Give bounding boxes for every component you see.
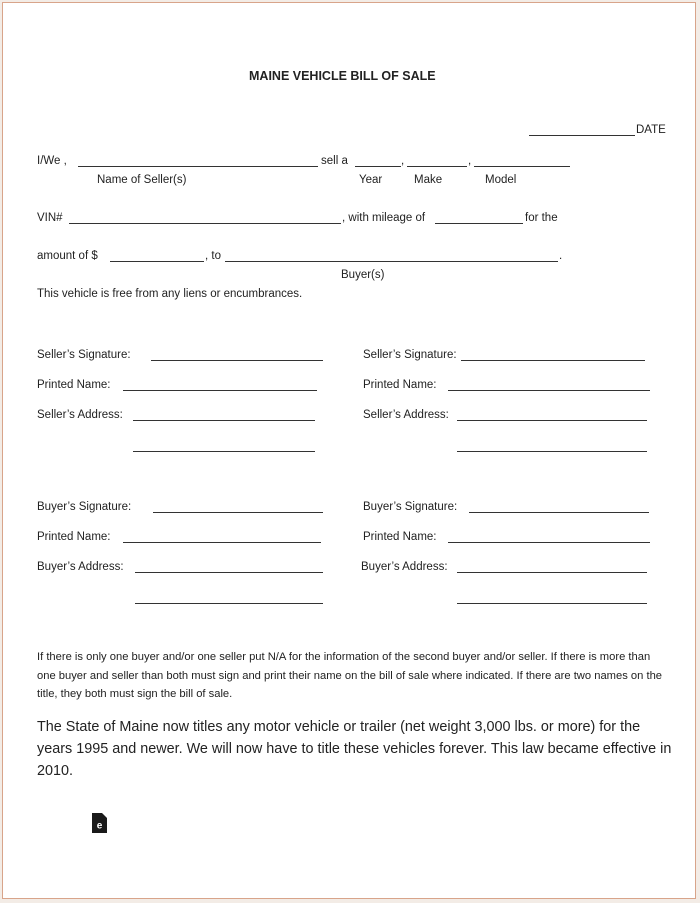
mileage-label: , with mileage of (342, 212, 426, 224)
buyer-caption: Buyer(s) (341, 269, 385, 281)
seller-name-caption: Name of Seller(s) (97, 174, 187, 186)
buyer-address-label-2: Buyer’s Address: (361, 561, 448, 573)
liens-statement: This vehicle is free from any liens or encumbrances. (37, 288, 303, 300)
iwe-label: I/We , (37, 155, 67, 167)
seller-name-field[interactable] (78, 166, 318, 167)
seller-address-field-2a[interactable] (457, 420, 647, 421)
year-caption: Year (359, 174, 383, 186)
to-label: , to (205, 250, 221, 262)
buyer-printed-field-2[interactable] (448, 542, 650, 543)
buyer-address-field-2a[interactable] (457, 572, 647, 573)
seller-printed-field-1[interactable] (123, 390, 317, 391)
buyer-signature-field-1[interactable] (153, 512, 323, 513)
seller-address-label-1: Seller’s Address: (37, 409, 123, 421)
document-page (2, 2, 696, 899)
seller-printed-field-2[interactable] (448, 390, 650, 391)
seller-signature-field-1[interactable] (151, 360, 323, 361)
seller-signature-label-1: Seller’s Signature: (37, 349, 131, 361)
buyer-signature-label-2: Buyer’s Signature: (363, 501, 458, 513)
comma-1: , (401, 155, 405, 167)
for-the-label: for the (525, 212, 558, 224)
model-caption: Model (485, 174, 517, 186)
instructions-note: If there is only one buyer and/or one seller put N/A for the information of the second buyer and/or seller. If there is more than one buyer and seller than both must sign and print their name on the bill of sale where indicated. If there are two names on the title, they both must sign the bill of sale. (37, 651, 663, 700)
amount-label: amount of $ (37, 250, 98, 262)
seller-printed-label-2: Printed Name: (363, 379, 437, 391)
seller-address-field-2b[interactable] (457, 451, 647, 452)
buyer-printed-field-1[interactable] (123, 542, 321, 543)
seller-signature-field-2[interactable] (461, 360, 645, 361)
date-label: DATE (636, 124, 666, 136)
seller-signature-label-2: Seller’s Signature: (363, 349, 457, 361)
buyer-address-field-1a[interactable] (135, 572, 323, 573)
model-field[interactable] (474, 166, 570, 167)
seller-address-field-1b[interactable] (133, 451, 315, 452)
buyer-address-field-1b[interactable] (135, 603, 323, 604)
buyer-address-field-2b[interactable] (457, 603, 647, 604)
period: . (559, 250, 563, 262)
comma-2: , (468, 155, 472, 167)
vin-label: VIN# (37, 212, 63, 224)
mileage-field[interactable] (435, 223, 523, 224)
seller-address-label-2: Seller’s Address: (363, 409, 449, 421)
document-logo-icon (92, 813, 107, 833)
sell-a-label: sell a (321, 155, 348, 167)
amount-field[interactable] (110, 261, 204, 262)
buyer-signature-field-2[interactable] (469, 512, 649, 513)
seller-address-field-1a[interactable] (133, 420, 315, 421)
vin-field[interactable] (69, 223, 341, 224)
maine-title-law: The State of Maine now titles any motor vehicle or trailer (net weight 3,000 lbs. or more) for the years 1995 and newer. We will now have to title these vehicles forever. This law became effective in 2010. (37, 719, 672, 779)
buyer-printed-label-2: Printed Name: (363, 531, 437, 543)
make-caption: Make (414, 174, 443, 186)
logo-letter: e (96, 820, 103, 832)
buyer-signature-label-1: Buyer’s Signature: (37, 501, 132, 513)
buyer-name-field[interactable] (225, 261, 558, 262)
buyer-printed-label-1: Printed Name: (37, 531, 111, 543)
page-title: MAINE VEHICLE BILL OF SALE (249, 69, 436, 83)
year-field[interactable] (355, 166, 401, 167)
date-field[interactable] (529, 135, 635, 136)
buyer-address-label-1: Buyer’s Address: (37, 561, 124, 573)
seller-printed-label-1: Printed Name: (37, 379, 111, 391)
make-field[interactable] (407, 166, 467, 167)
